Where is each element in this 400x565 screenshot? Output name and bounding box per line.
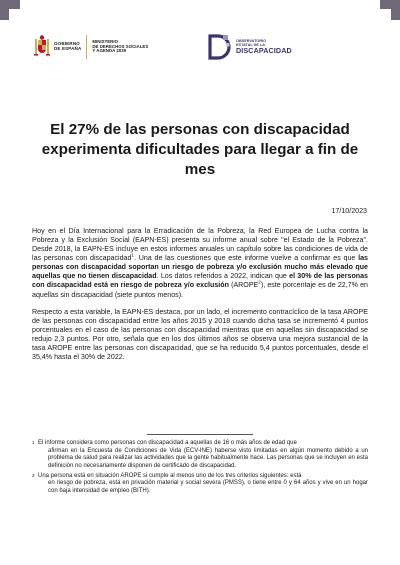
- corner-decoration-right: [380, 0, 400, 20]
- footnote-divider: [147, 434, 253, 435]
- p1-bold-1: las personas con discapacidad soportan un riesgo de pobreza y/o exclusión mucho más elevado que aquellas que no tienen discapacidad: [32, 254, 368, 281]
- p1-text-b: . Una de las cuestiones que este informe vuelve a confirmar es que: [133, 254, 359, 263]
- gov-line-2: DE ESPAÑA: [54, 46, 82, 51]
- observatory-small-2: ESTATAL DE LA: [236, 43, 266, 48]
- footnote-2-rest: en riesgo de pobreza, está en privación material y social severa (PMSS), o tiene entre 0 y 64 años y vive en un hogar con baja intensidad de empleo (BITH).: [48, 480, 368, 495]
- footnote-ref-1[interactable]: 1: [131, 252, 134, 258]
- p1-text-c: . Los datos referidos a 2022, indican que: [156, 272, 290, 281]
- footnote-2: [32, 473, 368, 496]
- footnote-1-first: El informe considera como personas con discapacidad a aquellas de 16 o más años de edad que: [38, 440, 297, 446]
- observatory-d-icon: [207, 33, 233, 61]
- observatory-small-1: OBSERVATORIO: [236, 39, 267, 44]
- government-logo: [33, 30, 233, 64]
- page-title: El 27% de las personas con discapacidad experimenta dificultades para llegar a fin de mes: [41, 121, 359, 179]
- ministry-line-2: DE DERECHOS SOCIALES: [92, 43, 149, 49]
- footnotes: [32, 440, 368, 498]
- observatory-logo: [207, 30, 292, 64]
- p1-text-a: Hoy en el Día Internacional para la Erradicación de la Pobreza, la Red Europea de Lucha contra la Pobreza y la Exclusión Social (EAPN-ES) presenta su informe anual sobre "el Estado de la Pobreza". Desde 2018, la EAPN-ES incluye en estos informes anuales un capítulo sobre las condiciones de vida de las personas con discapacidad: [32, 227, 368, 263]
- coat-of-arms-icon: [33, 34, 51, 60]
- p1-text-e: ), este porcentaje es de 22,7% en aquellas sin discapacidad (siete puntos menos).: [32, 281, 368, 299]
- gov-line-1: GOBIERNO: [54, 41, 80, 47]
- observatory-name: DISCAPACIDAD: [236, 46, 292, 56]
- corner-decoration-left: [0, 0, 20, 20]
- p1-bold-2: el 30% de las personas con discapacidad está en riesgo de pobreza y/o exclusión: [32, 272, 368, 290]
- footnote-1: [32, 440, 368, 471]
- footnote-ref-2[interactable]: 2: [258, 280, 261, 286]
- ministry-line-1: MINISTERIO: [92, 39, 118, 45]
- p1-text-d: (AROPE: [228, 281, 259, 290]
- paragraph-2: Respecto a esta variable, la EAPN-ES destaca, por un lado, el incremento contracíclico de la tasa AROPE de las personas con discapacidad entre los años 2015 y 2018 cuando dicha tasa se incrementó 4 puntos porcentuales en el caso de las personas con discapacidad mientras que en aquellas sin discapacidad se redujo 2,3 puntos. Por otro, señala que en los dos últimos años se observa una mejora sustancial de la tasa AROPE entre las personas con discapacidad, que se ha reducido 5,4 puntos porcentuales, desde el 35,4% hasta el 30% de 2022.: [32, 307, 368, 362]
- footnote-1-number: 1: [32, 440, 35, 445]
- footnote-2-first: Una persona está en situación AROPE si cumple al menos uno de los tres criterios siguientes: está: [38, 472, 302, 479]
- article-body: [32, 227, 368, 370]
- footnote-1-rest: afirman en la Encuesta de Condiciones de Vida (ECV-INE) haberse visto limitadas en algún momento debido a un problema de salud para realizar las actividades que la gente habitualmente hace. Las personas que se incluyen en esta definición no necesariamente disponen de certificado de discapacidad.: [48, 447, 368, 470]
- logo-divider: [86, 35, 87, 59]
- footnote-2-number: 2: [32, 472, 35, 478]
- ministry-line-3: Y AGENDA 2030: [92, 48, 127, 54]
- paragraph-1: [32, 227, 368, 300]
- publication-date: 17/10/2023: [331, 207, 367, 215]
